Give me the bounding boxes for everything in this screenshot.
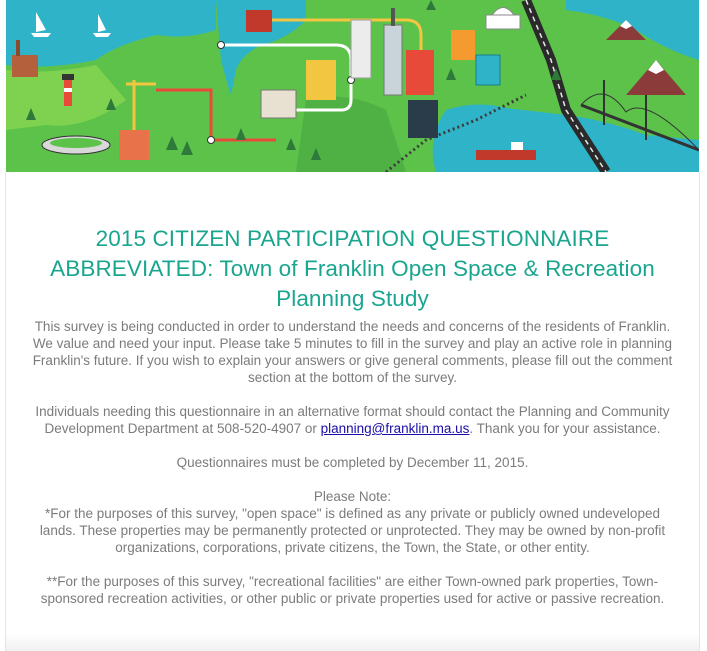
title-line-1: 2015 CITIZEN PARTICIPATION QUESTIONNAIRE	[95, 226, 610, 251]
note-heading: Please Note:	[313, 489, 392, 504]
alt-format-paragraph	[30, 403, 675, 437]
title-line-3: Planning Study	[276, 286, 429, 311]
deadline-text: Questionnaires must be completed by December 11, 2015.	[176, 455, 529, 470]
city-map-illustration-icon	[6, 0, 699, 172]
intro-paragraph: This survey is being conducted in order to understand the needs and concerns of the residents of Franklin. We value and need your input. Please take 5 minutes to fill in the survey and play an active role in planning Franklin's future. If you wish to explain your answers or give general comments, please fill out the comment section at the bottom of the survey.	[32, 319, 673, 385]
open-space-note: *For the purposes of this survey, "open space" is defined as any private or publicly owned undeveloped lands. These properties may be permanently protected or unprotected. They may be owned by non-profit organizations, corporations, private citizens, the Town, the State, or other entity.	[39, 506, 666, 555]
survey-description	[30, 318, 675, 607]
header-banner	[6, 0, 699, 172]
planning-email-link[interactable]: planning@franklin.ma.us	[320, 421, 470, 436]
alt-format-text: Individuals needing this questionnaire in an alternative format should contact the Planning and Community Development Department at 508-520-4907 or	[35, 404, 670, 436]
survey-intro-card	[6, 172, 699, 651]
recreation-note: **For the purposes of this survey, "recreational facilities" are either Town-owned park properties, Town-sponsored recreation activities, or other public or private properties used for active or passive recreation.	[40, 574, 665, 606]
bottom-fade	[6, 633, 699, 651]
page-title	[36, 224, 669, 314]
alt-format-thanks: . Thank you for your assistance.	[469, 421, 661, 436]
title-line-2: ABBREVIATED: Town of Franklin Open Space & Recreation	[50, 256, 655, 281]
